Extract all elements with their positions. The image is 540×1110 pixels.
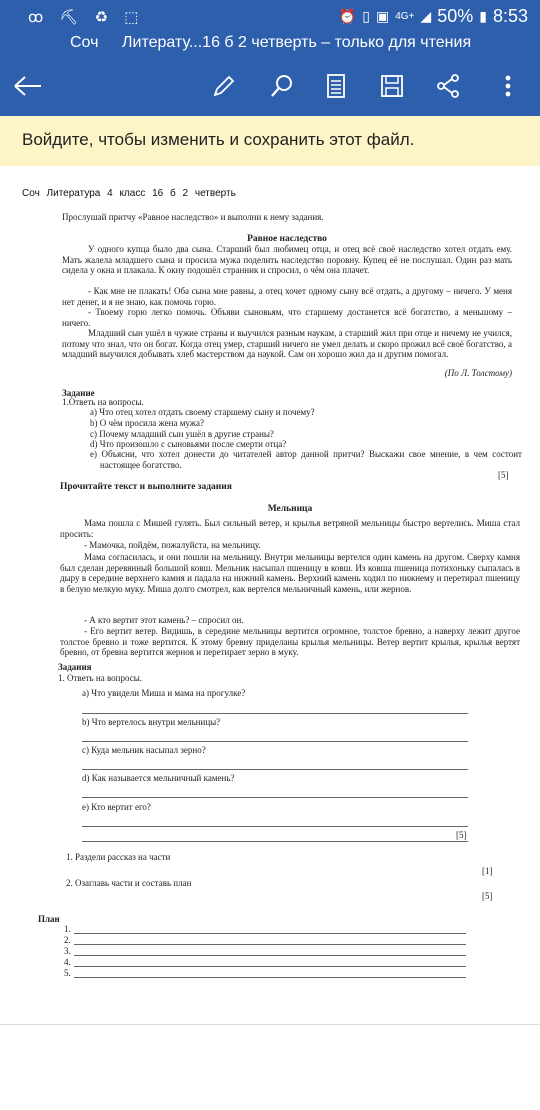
- parable-paragraph-3: - Твоему горю легко помочь. Объяви сыновьям, что старшему достанется всё богатство, а меньшому – ничего.: [62, 307, 512, 328]
- story-paragraph-1: Мама пошла с Мишей гулять. Был сильный ветер, и крылья ветряной мельницы быстро вертелись. Миша стал просить:: [60, 518, 520, 539]
- score-4: [5]: [482, 891, 493, 901]
- search-icon: [269, 73, 295, 99]
- network-label: 4G+: [395, 11, 415, 22]
- pencil-icon: [211, 73, 237, 99]
- story-paragraph-5: - Его вертит ветер. Видишь, в середине мельницы вертится огромное, толстое бревно, а наверху лежит другое толстое бревно и тоже вертится. К этому бревну приделаны крылья мельницы. Ветер вертит крылья, крылья вертят бревно, от бревна вертится жернов и перетирает зерно в муку.: [60, 626, 520, 658]
- answer-line-2c[interactable]: [82, 769, 468, 770]
- doc-title: Литерату...16 б 2 четверть – только для чтения: [122, 34, 472, 51]
- page-bottom-divider: [0, 1024, 540, 1025]
- question-2a: a) Что увидели Миша и мама на прогулке?: [82, 688, 246, 698]
- task-make-plan: 2. Озаглавь части и составь план: [66, 878, 192, 888]
- question-2e: e) Кто вертит его?: [82, 802, 151, 812]
- more-options-button[interactable]: [492, 70, 524, 102]
- story-paragraph-3: Мама согласилась, и они пошли на мельницу. Внутри мельницы вертелся один камень на другом. Сверху камня был сделан деревянный большой ковш. Мельник насыпал пшеницу в ковш. Из ковша пшеница потихоньку сыпалась в дыру в середине верхнего камня и падала на нижний камень. Верхний камень ходил по нижнему и перетирал пшеницу в белую мелкую муку. Миша долго смотрел, как вертелся мельничный камень, или жернов.: [60, 552, 520, 594]
- title-bar: [0, 34, 540, 56]
- question-1e: e) Объясни, что хотел донести до читателей автор данной притчи? Выскажи свое мнение, в чем состоит настоящее богатство.: [90, 449, 522, 470]
- search-button[interactable]: [266, 70, 298, 102]
- answer-line-2b[interactable]: [82, 741, 468, 742]
- document-breadcrumb: Соч Литература 4 класс 16 б 2 четверть: [22, 188, 236, 199]
- notification-icons: ꝏ ⛏ ♻ ⬚: [28, 9, 145, 26]
- reader-button[interactable]: [320, 70, 352, 102]
- back-button[interactable]: [12, 70, 44, 102]
- answer-line-2a[interactable]: [82, 713, 468, 714]
- task-divide-story: 1. Раздели рассказ на части: [66, 852, 171, 862]
- parable-paragraph-2: - Как мне не плакать! Оба сына мне равны, а отец хочет одному сыну всё отдать, а другому – ничего. У меня нет денег, и я не знаю, как помочь горю.: [62, 286, 512, 307]
- parable-paragraph-4: Младший сын ушёл в чужие страны и выучился разным наукам, а старший жил при отце и ничему не учился, потому что знал, что он богат. Когда отец умер, старший ничего не умел делать и скоро прожил всё своё богатство, а младший выучился добывать хлеб мастерством да наукой. Сам он хорошо жил да и другим помогал.: [62, 328, 512, 360]
- plan-line-5[interactable]: [74, 977, 466, 978]
- plan-item-5-number: 5.: [64, 968, 71, 978]
- vibrate-icon: ▯: [362, 8, 370, 24]
- sign-in-banner[interactable]: [0, 116, 540, 167]
- back-arrow-icon: [13, 74, 43, 98]
- answer-line-2f[interactable]: [82, 841, 468, 842]
- score-2: [5]: [456, 830, 467, 840]
- tasks-2-heading: Задания: [58, 662, 92, 672]
- plan-item-1-number: 1.: [64, 924, 71, 934]
- reader-icon: [325, 73, 347, 99]
- plan-line-4[interactable]: [74, 966, 466, 967]
- question-2d: d) Как называется мельничный камень?: [82, 773, 235, 783]
- plan-item-2-number: 2.: [64, 935, 71, 945]
- save-button[interactable]: [376, 70, 408, 102]
- question-2b: b) Что вертелось внутри мельницы?: [82, 717, 221, 727]
- story-paragraph-4: - А кто вертит этот камень? – спросил он.: [84, 615, 244, 625]
- save-icon: [380, 74, 404, 98]
- question-2c: c) Куда мельник насыпал зерно?: [82, 745, 206, 755]
- banner-text: Войдите, чтобы изменить и сохранить этот файл.: [22, 130, 415, 149]
- plan-line-1[interactable]: [74, 933, 466, 934]
- parable-paragraph-1: У одного купца было два сына. Старший был любимец отца, и отец всё своё наследство хотел отдать ему. Мать жалела младшего сына и просила мужа поделить наследство поровну. Купец её не послушал. Один раз мать сидела у окна и плакала. К окну подошёл странник и спросил, о чём она плачет.: [62, 244, 512, 276]
- answer-line-2e[interactable]: [82, 826, 468, 827]
- plan-line-2[interactable]: [74, 944, 466, 945]
- section-2-heading: Прочитайте текст и выполните задания: [60, 482, 232, 492]
- intro-text: Прослушай притчу «Равное наследство» и выполни к нему задания.: [62, 212, 324, 222]
- plan-heading: План: [38, 914, 60, 924]
- parable-title: Равное наследство: [247, 234, 327, 244]
- more-icon: [504, 73, 512, 99]
- clock-time: 8:53: [492, 6, 528, 26]
- battery-icon: ▮: [479, 8, 487, 24]
- score-3: [1]: [482, 866, 493, 876]
- question-1c: c) Почему младший сын ушёл в другие страны?: [90, 429, 274, 439]
- alarm-icon: ⏰: [338, 8, 357, 24]
- status-bar: [0, 0, 540, 34]
- parable-author: (По Л. Толстому): [444, 368, 512, 378]
- plan-item-3-number: 3.: [64, 946, 71, 956]
- status-right: [339, 6, 528, 27]
- question-1a: a) Что отец хотел отдать своему старшему сыну и почему?: [90, 407, 315, 417]
- tasks-2-instruction: 1. Ответь на вопросы.: [58, 673, 142, 683]
- task-instruction: 1.Ответь на вопросы.: [62, 397, 144, 407]
- story-title: Мельница: [267, 504, 313, 514]
- question-1b: b) О чём просила жена мужа?: [90, 418, 204, 428]
- question-1d: d) Что произошло с сыновьями после смерти отца?: [90, 439, 287, 449]
- task-heading: Задание: [62, 388, 95, 398]
- answer-line-2d[interactable]: [82, 797, 468, 798]
- score-1: [5]: [498, 470, 509, 480]
- share-button[interactable]: [432, 70, 464, 102]
- document-page[interactable]: [0, 166, 540, 1110]
- plan-line-3[interactable]: [74, 955, 466, 956]
- doc-tab-label: Соч: [70, 34, 99, 51]
- plan-item-4-number: 4.: [64, 957, 71, 967]
- signal-icon: ◢: [420, 8, 432, 24]
- edit-button[interactable]: [208, 70, 240, 102]
- story-paragraph-2: - Мамочка, пойдём, пожалуйста, на мельницу.: [84, 540, 261, 550]
- app-toolbar: [0, 56, 540, 116]
- sim-icon: ▣: [376, 8, 390, 24]
- share-icon: [435, 73, 461, 99]
- battery-percent: 50%: [437, 6, 474, 26]
